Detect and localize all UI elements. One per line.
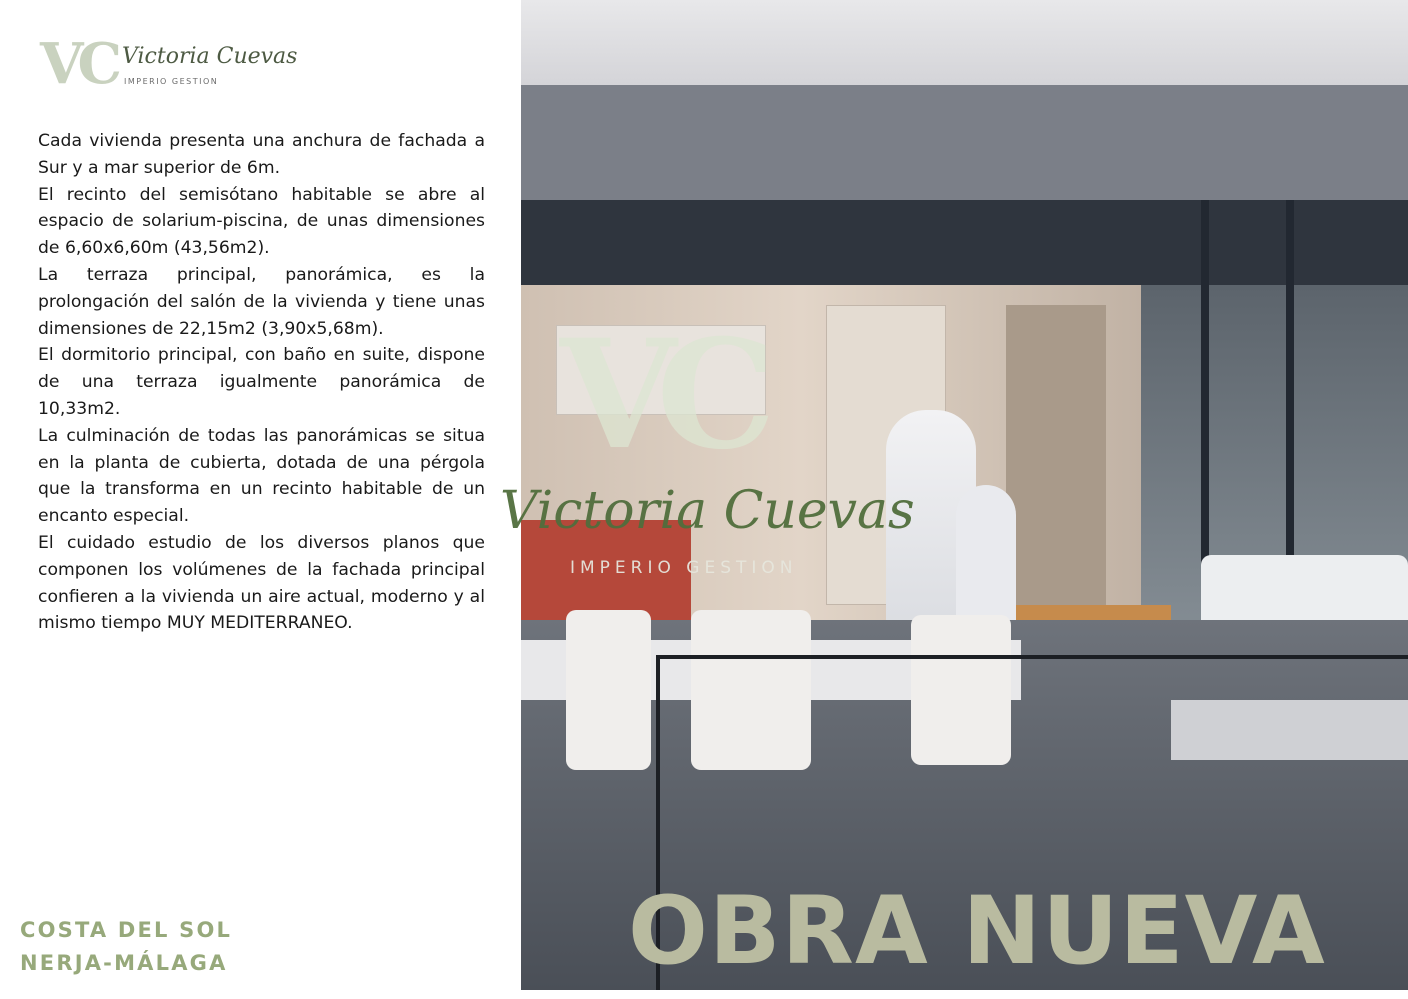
property-render-image (521, 0, 1408, 990)
watermark-monogram: VC (560, 307, 756, 483)
location-city: NERJA-MÁLAGA (20, 951, 228, 975)
logo (40, 28, 340, 118)
paragraph: Cada vivienda presenta una anchura de fachada a Sur y a mar superior de 6m. (38, 131, 485, 178)
watermark-name: Victoria Cuevas (500, 481, 915, 541)
logo-name: Victoria Cuevas (122, 44, 298, 69)
paragraph: El recinto del semisótano habitable se abre al espacio de solarium-piscina, de unas dimensiones de 6,60x6,60m (43,56m2). (38, 184, 485, 259)
paragraph: La culminación de todas las panorámicas se situa en la planta de cubierta, dotada de una pérgola que la transforma en un recinto habitable de un encanto especial. (38, 425, 485, 527)
watermark-tagline: IMPERIO GESTION (570, 558, 798, 578)
paragraph: La terraza principal, panorámica, es la prolongación del salón de la vivienda y tiene unas dimensiones de 22,15m2 (3,90x5,68m). (38, 264, 485, 339)
logo-tagline: IMPERIO GESTION (124, 77, 219, 86)
location-region: COSTA DEL SOL (20, 918, 233, 942)
logo-monogram: VC (40, 31, 117, 97)
headline-obra-nueva: OBRA NUEVA (628, 877, 1326, 986)
paragraph: El dormitorio principal, con baño en suite, dispone de una terraza igualmente panorámica de 10,33m2. (38, 345, 485, 419)
paragraph: El cuidado estudio de los diversos planos que componen los volúmenes de la fachada principal confieren a la vivienda un aire actual, moderno y al mismo tiempo MUY MEDITERRANEO. (38, 532, 485, 634)
description-text (38, 128, 485, 637)
